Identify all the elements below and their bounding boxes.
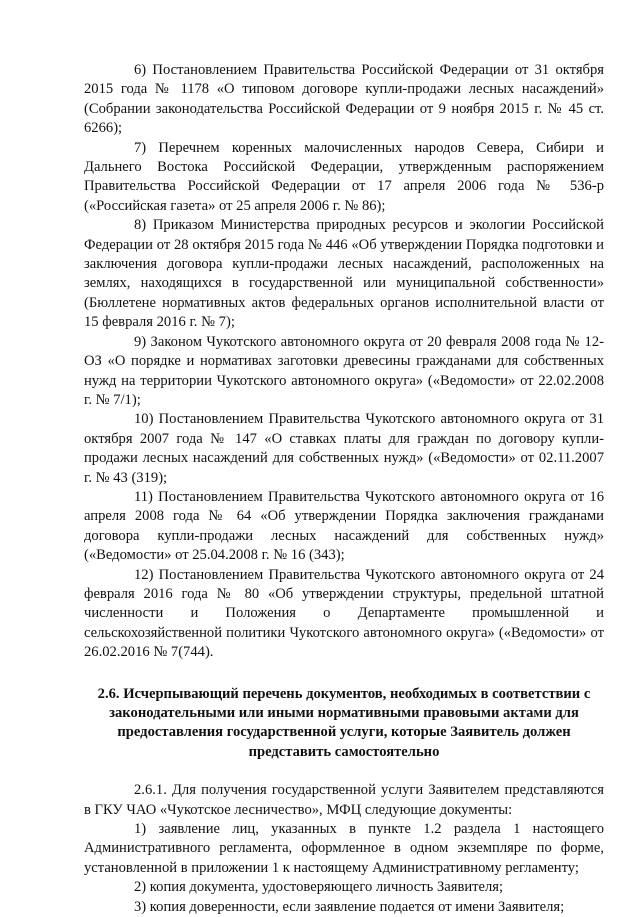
document-item-2: 2) копия документа, удостоверяющего личность Заявителя; <box>134 879 504 896</box>
legal-basis-item-9: 9) Законом Чукотского автономного округа от 20 февраля 2008 года № 12-ОЗ «О порядке и нормативах заготовки древесины гражданами для собственных нужд на территории Чукотского автономного округа» («Ведомости» от 22.02.2008 г. № 7/1); <box>84 333 604 408</box>
legal-basis-item-8: 8) Приказом Министерства природных ресурсов и экологии Российской Федерации от 28 октября 2015 года № 446 «Об утверждении Порядка подготовки и заключения договора купли-продажи лесных насаждений, расположенных на землях, находящихся в государственной или муниципальной собственности» (Бюллетене нормативных актов федеральных органов исполнительной власти от 15 февраля 2016 г. № 7); <box>84 217 604 331</box>
document-item-1: 1) заявление лиц, указанных в пункте 1.2 раздела 1 настоящего Административного регламента, оформленное в одном экземпляре по форме, установленной в приложении 1 к настоящему Административному регламенту; <box>84 821 604 876</box>
document-item-3: 3) копия доверенности, если заявление подается от имени Заявителя; <box>134 898 565 915</box>
legal-basis-item-11: 11) Постановлением Правительства Чукотского автономного округа от 16 апреля 2008 года № 64 «Об утверждении Порядка заключения гражданами договора купли-продажи лесных насаждений для собственных нужд» («Ведомости» от 25.04.2008 г. № 16 (343); <box>84 488 604 564</box>
section-heading-2-6: 2.6. Исчерпывающий перечень документов, необходимых в соответствии с законодательными или иными нормативными правовыми актами для предоставления государственной услуги, которые Заявитель должен представить самостоятельно <box>97 685 591 760</box>
legal-basis-item-7: 7) Перечнем коренных малочисленных народов Севера, Сибири и Дальнего Востока Российской Федерации, утвержденным распоряжением Правительства Российской Федерации от 17 апреля 2006 года № 536-р («Российская газета» от 25 апреля 2006 г. № 86); <box>84 139 604 214</box>
document-page <box>84 61 604 917</box>
legal-basis-item-6: 6) Постановлением Правительства Российской Федерации от 31 октября 2015 года № 1178 «О типовом договоре купли-продажи лесных насаждений» (Собрании законодательства Российской Федерации от 9 ноября 2015 г. № 45 ст. 6266); <box>84 62 604 137</box>
legal-basis-item-12: 12) Постановлением Правительства Чукотского автономного округа от 24 февраля 2016 года № 80 «Об утверждении структуры, предельной штатной численности и Положения о Департаменте промышленной и сельскохозяйственной политики Чукотского автономного округа» («Ведомости» от 26.02.2016 № 7(744). <box>84 566 604 661</box>
legal-basis-item-10: 10) Постановлением Правительства Чукотского автономного округа от 31 октября 2007 года № 147 «О ставках платы для граждан по договору купли-продажи лесных насаждений для собственных нужд» («Ведомости» от 02.11.2007 г. № 43 (319); <box>84 411 604 486</box>
clause-2-6-1: 2.6.1. Для получения государственной услуги Заявителем представляются в ГКУ ЧАО «Чукотское лесничество», МФЦ следующие документы: <box>84 782 604 818</box>
